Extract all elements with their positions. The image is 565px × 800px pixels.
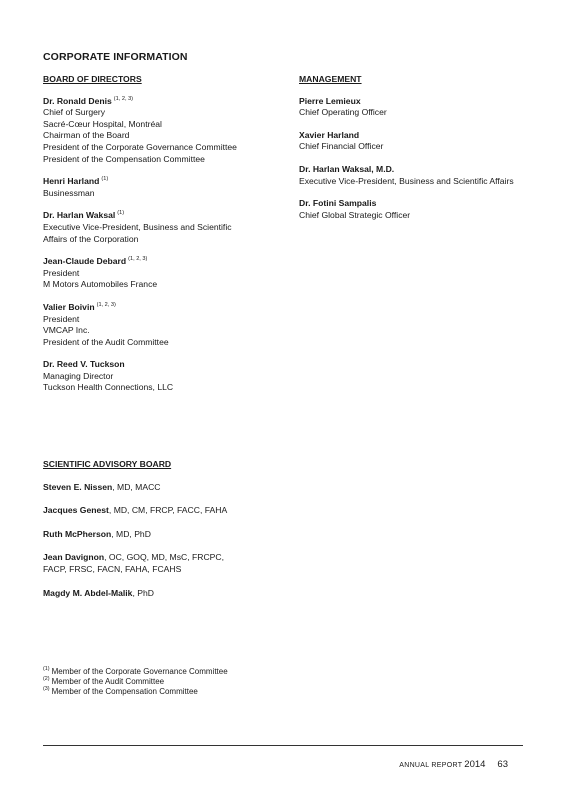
director-entry <box>43 96 283 166</box>
director-name: Valier Boivin <box>43 301 95 312</box>
sab-member-name: Jacques Genest <box>43 505 109 516</box>
footnote-ref: (1) <box>101 176 109 183</box>
footer-divider <box>43 745 523 746</box>
manager-role: Chief Financial Officer <box>299 141 384 152</box>
director-line: President <box>43 313 80 324</box>
sab-member <box>43 482 303 494</box>
director-name: Dr. Reed V. Tuckson <box>43 359 125 370</box>
director-entry <box>43 302 283 348</box>
footnote-mark: (3) <box>43 686 50 693</box>
management-heading: MANAGEMENT <box>299 74 362 84</box>
footnote-ref: (1, 2, 3) <box>113 95 134 102</box>
footnote-text: Member of the Compensation Committee <box>51 687 198 696</box>
sab-member <box>43 529 303 541</box>
board-heading: BOARD OF DIRECTORS <box>43 74 142 84</box>
director-name: Jean-Claude Debard <box>43 256 127 267</box>
footnote-mark: (1) <box>43 666 50 673</box>
sab-member-credentials: , MD, CM, FRCP, FACC, FAHA <box>108 505 228 516</box>
manager-entry <box>299 198 539 221</box>
manager-role: Executive Vice-President, Business and Scientific Affairs <box>299 175 514 186</box>
director-entry <box>43 256 283 291</box>
director-entry <box>43 210 283 245</box>
director-line: Affairs of the Corporation <box>43 233 139 244</box>
director-line: Sacré-Cœur Hospital, Montréal <box>43 118 162 129</box>
footnote-text: Member of the Corporate Governance Committee <box>51 667 228 676</box>
management <box>299 74 539 232</box>
board-of-directors <box>43 74 283 405</box>
sab-member <box>43 588 303 600</box>
director-line: President of the Audit Committee <box>43 336 169 347</box>
sab-member-credentials-continued: FACP, FRSC, FACN, FAHA, FCAHS <box>43 563 182 574</box>
page-title: CORPORATE INFORMATION <box>43 51 188 63</box>
footnote-text: Member of the Audit Committee <box>51 677 165 686</box>
sab-member-name: Steven E. Nissen <box>43 481 113 492</box>
director-entry <box>43 176 283 199</box>
footnote <box>43 687 228 697</box>
director-line: President <box>43 267 80 278</box>
sab-member-credentials: , MD, MACC <box>112 481 161 492</box>
director-name: Dr. Harlan Waksal <box>43 210 116 221</box>
director-line: Businessman <box>43 187 95 198</box>
sab-member-name: Jean Davignon <box>43 552 105 563</box>
director-line: VMCAP Inc. <box>43 325 90 336</box>
manager-name: Pierre Lemieux <box>299 95 361 106</box>
manager-name: Xavier Harland <box>299 129 360 140</box>
director-line: Managing Director <box>43 370 114 381</box>
director-line: Chairman of the Board <box>43 130 130 141</box>
footnote-ref: (1) <box>117 210 125 217</box>
sab-member-credentials: , MD, PhD <box>111 528 151 539</box>
manager-entry <box>299 164 539 187</box>
report-year: 2014 <box>464 759 486 770</box>
director-line: Chief of Surgery <box>43 107 106 118</box>
sab-member <box>43 505 303 517</box>
sab-member-name: Ruth McPherson <box>43 528 112 539</box>
director-line: M Motors Automobiles France <box>43 279 158 290</box>
director-line: Tuckson Health Connections, LLC <box>43 382 174 393</box>
page-number: 63 <box>497 759 508 770</box>
director-line: Executive Vice-President, Business and Scientific <box>43 221 232 232</box>
report-label: ANNUAL REPORT <box>399 762 463 769</box>
director-name: Henri Harland <box>43 176 100 187</box>
manager-role: Chief Operating Officer <box>299 107 387 118</box>
footnote-ref: (1, 2, 3) <box>96 302 116 309</box>
sab-member <box>43 552 303 575</box>
sab-member-credentials: , OC, GOQ, MD, MsC, FRCPC, <box>104 552 224 563</box>
footnotes <box>43 667 228 697</box>
scientific-advisory-board <box>43 459 303 611</box>
page-footer <box>399 759 508 772</box>
director-line: President of the Corporate Governance Committee <box>43 141 237 152</box>
footnote-ref: (1, 2, 3) <box>128 256 148 263</box>
sab-member-name: Magdy M. Abdel-Malik <box>43 587 133 598</box>
manager-role: Chief Global Strategic Officer <box>299 209 411 220</box>
director-name: Dr. Ronald Denis <box>43 95 112 106</box>
sab-heading: SCIENTIFIC ADVISORY BOARD <box>43 459 172 469</box>
footnote <box>43 677 228 687</box>
manager-name: Dr. Fotini Sampalis <box>299 198 377 209</box>
footnote-mark: (2) <box>43 676 50 683</box>
manager-entry <box>299 96 539 119</box>
director-line: President of the Compensation Committee <box>43 153 205 164</box>
footnote <box>43 667 228 677</box>
manager-entry <box>299 130 539 153</box>
sab-member-credentials: , PhD <box>132 587 154 598</box>
director-entry <box>43 359 283 394</box>
manager-name: Dr. Harlan Waksal, M.D. <box>299 163 395 174</box>
